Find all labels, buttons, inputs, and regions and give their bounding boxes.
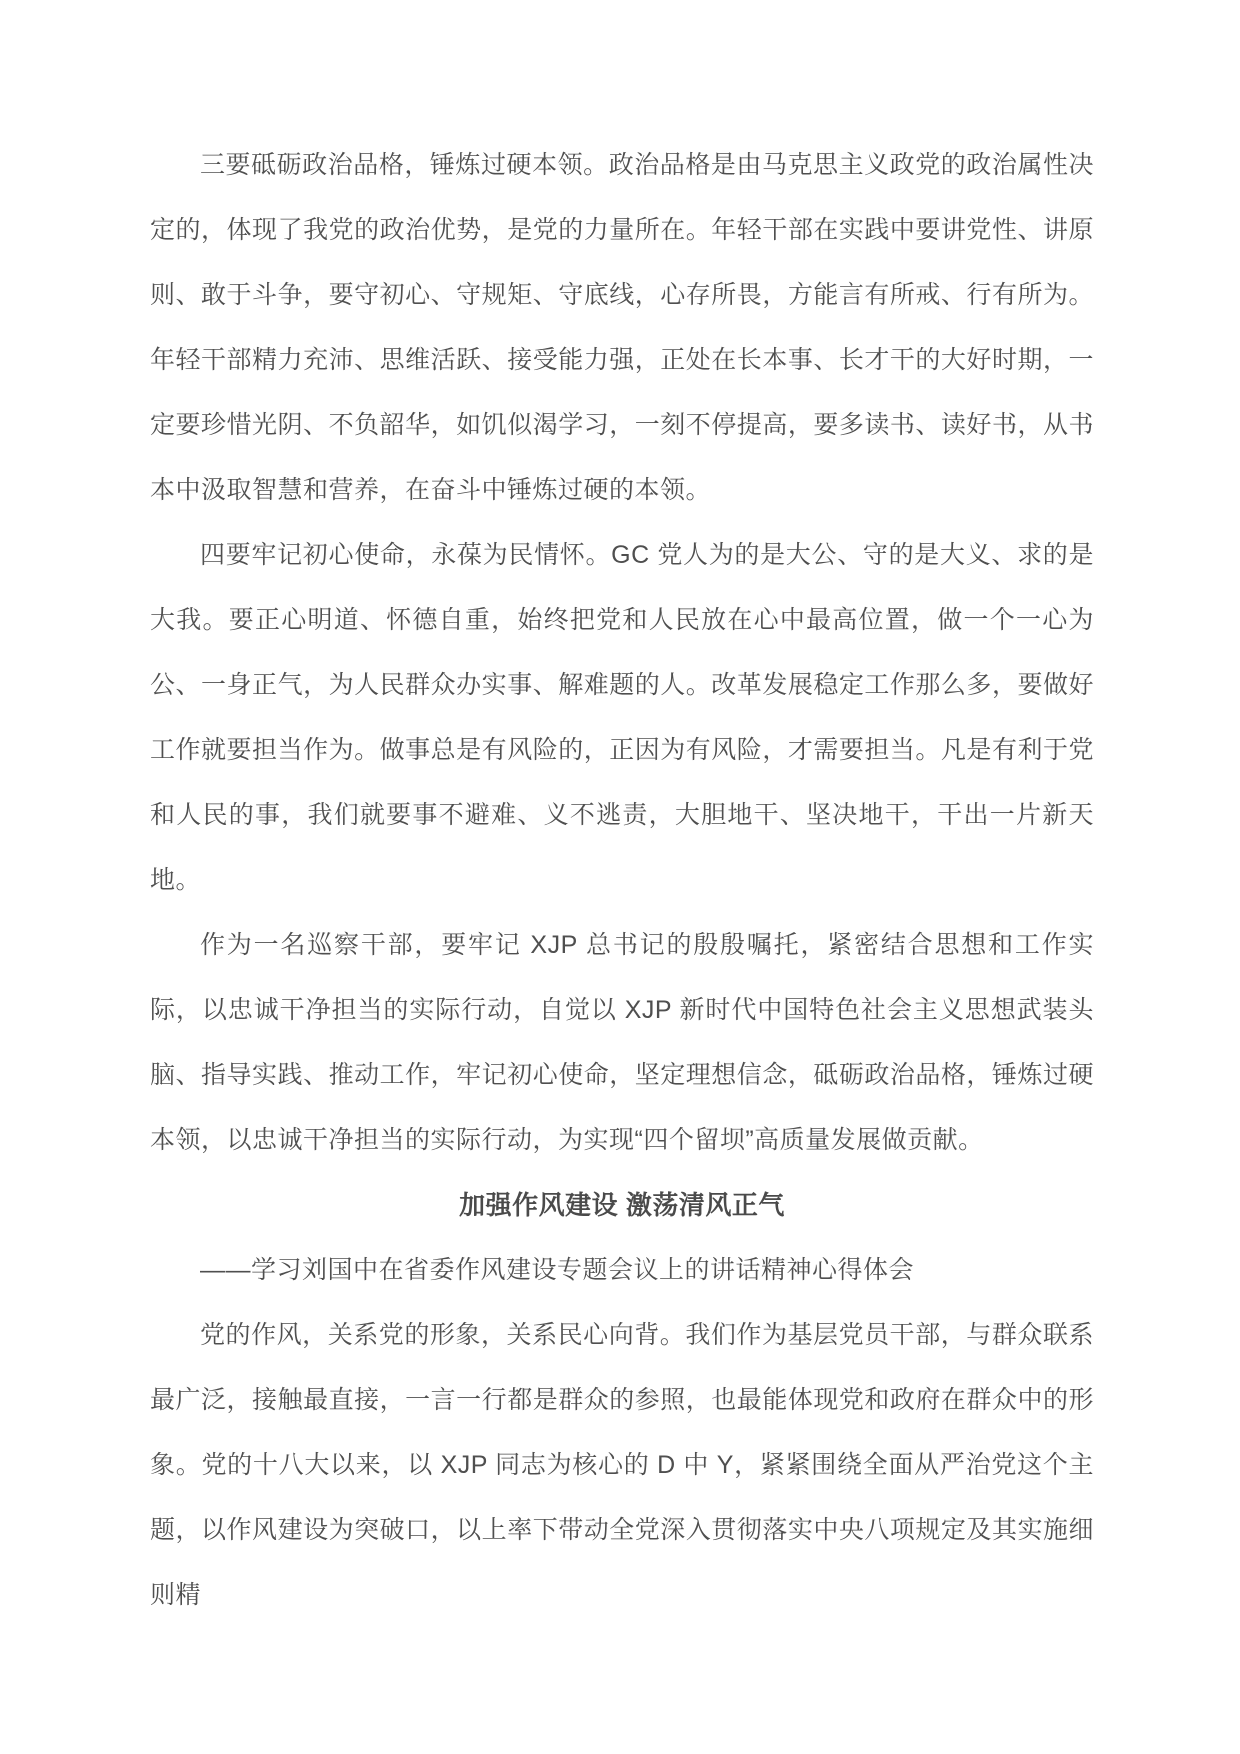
document-content: [150, 133, 1094, 1628]
paragraph-original-mission: 四要牢记初心使命，永葆为民情怀。GC 党人为的是大公、守的是大义、求的是大我。要正心明道、怀德自重，始终把党和人民放在心中最高位置，做一个一心为公、一身正气，为人民群众办实事、解难题的人。改革发展稳定工作那么多，要做好工作就要担当作为。做事总是有风险的，正因为有风险，才需要担当。凡是有利于党和人民的事，我们就要事不避难、义不逃责，大胆地干、坚决地干，干出一片新天地。: [150, 541, 1094, 894]
paragraph-inspection-cadre: 作为一名巡察干部，要牢记 XJP 总书记的殷殷嘱托，紧密结合思想和工作实际，以忠诚干净担当的实际行动，自觉以 XJP 新时代中国特色社会主义思想武装头脑、指导实践、推动工作，牢记初心使命，坚定理想信念，砥砺政治品格，锤炼过硬本领，以忠诚干净担当的实际行动，为实现“四个留坝”高质量发展做贡献。: [150, 931, 1094, 1154]
section-heading: 加强作风建设 激荡清风正气: [459, 1190, 785, 1220]
paragraph-party-work-style: 党的作风，关系党的形象，关系民心向背。我们作为基层党员干部，与群众联系最广泛，接触最直接，一言一行都是群众的参照，也最能体现党和政府在群众中的形象。党的十八大以来，以 XJP 同志为核心的 D 中 Y，紧紧围绕全面从严治党这个主题，以作风建设为突破口，以上率下带动全党深入贯彻落实中央八项规定及其实施细则精: [150, 1321, 1094, 1609]
paragraph-political-character: 三要砥砺政治品格，锤炼过硬本领。政治品格是由马克思主义政党的政治属性决定的，体现了我党的政治优势，是党的力量所在。年轻干部在实践中要讲党性、讲原则、敢于斗争，要守初心、守规矩、守底线，心存所畏，方能言有所戒、行有所为。年轻干部精力充沛、思维活跃、接受能力强，正处在长本事、长才干的大好时期，一定要珍惜光阴、不负韶华，如饥似渴学习，一刻不停提高，要多读书、读好书，从书本中汲取智慧和营养，在奋斗中锤炼过硬的本领。: [150, 151, 1094, 504]
section-subtitle: ——学习刘国中在省委作风建设专题会议上的讲话精神心得体会: [200, 1256, 915, 1284]
